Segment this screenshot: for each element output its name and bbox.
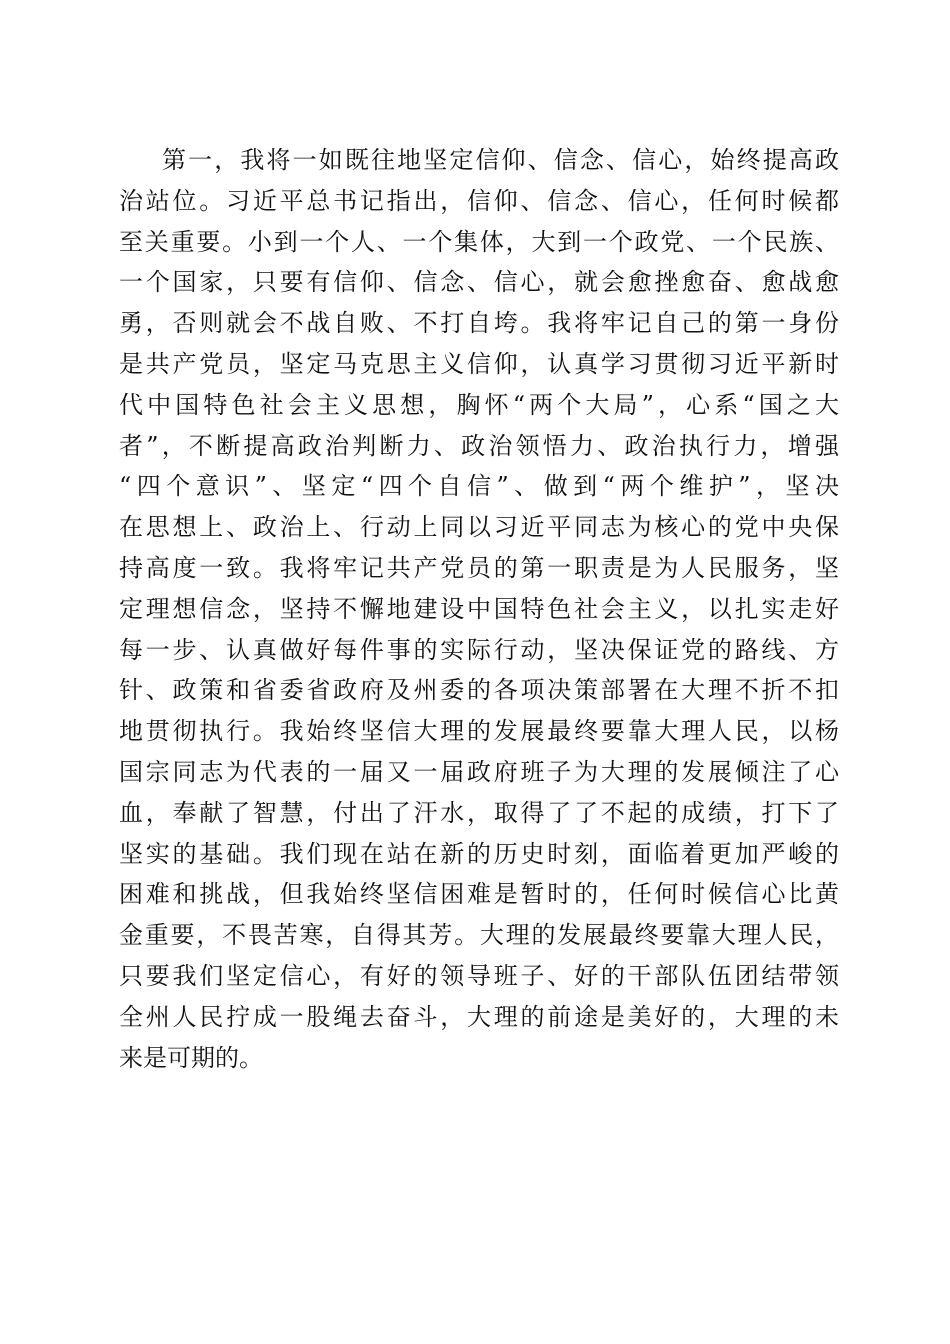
paragraph-line: 每一步、认真做好每件事的实际行动，坚决保证党的路线、方 (119, 635, 839, 664)
paragraph-line: 血，奉献了智慧，付出了汗水，取得了了不起的成绩，打下了 (119, 798, 839, 827)
paragraph-line: 地贯彻执行。我始终坚信大理的发展最终要靠大理人民，以杨 (119, 717, 839, 746)
paragraph-line: 代中国特色社会主义思想，胸怀“两个大局”，心系“国之大 (119, 390, 839, 419)
paragraph-line: 是共产党员，坚定马克思主义信仰，认真学习贯彻习近平新时 (119, 349, 839, 378)
paragraph-line: 勇，否则就会不战自败、不打自垮。我将牢记自己的第一身份 (119, 309, 839, 338)
paragraph-line: 治站位。习近平总书记指出，信仰、信念、信心，任何时候都 (119, 186, 839, 215)
paragraph-line: “四个意识”、坚定“四个自信”、做到“两个维护”，坚决 (119, 472, 839, 501)
body-paragraph (119, 140, 839, 1078)
paragraph-line: 针、政策和省委省政府及州委的各项决策部署在大理不折不扣 (119, 676, 839, 705)
paragraph-line: 国宗同志为代表的一届又一届政府班子为大理的发展倾注了心 (119, 757, 839, 786)
paragraph-line: 来是可期的。 (119, 1043, 263, 1072)
paragraph-line: 至关重要。小到一个人、一个集体，大到一个政党、一个民族、 (119, 227, 839, 256)
paragraph-line: 持高度一致。我将牢记共产党员的第一职责是为人民服务，坚 (119, 553, 839, 582)
paragraph-line: 全州人民拧成一股绳去奋斗，大理的前途是美好的，大理的未 (119, 1002, 839, 1031)
paragraph-line: 一个国家，只要有信仰、信念、信心，就会愈挫愈奋、愈战愈 (119, 268, 839, 297)
paragraph-line: 金重要，不畏苦寒，自得其芳。大理的发展最终要靠大理人民， (119, 921, 839, 950)
paragraph-line: 在思想上、政治上、行动上同以习近平同志为核心的党中央保 (119, 513, 839, 542)
paragraph-line: 定理想信念，坚持不懈地建设中国特色社会主义，以扎实走好 (119, 594, 839, 623)
paragraph-line: 困难和挑战，但我始终坚信困难是暂时的，任何时候信心比黄 (119, 880, 839, 909)
paragraph-line: 只要我们坚定信心，有好的领导班子、好的干部队伍团结带领 (119, 961, 839, 990)
paragraph-line: 者”，不断提高政治判断力、政治领悟力、政治执行力，增强 (119, 431, 839, 460)
paragraph-line: 坚实的基础。我们现在站在新的历史时刻，面临着更加严峻的 (119, 839, 839, 868)
paragraph-line: 第一，我将一如既往地坚定信仰、信念、信心，始终提高政 (162, 146, 839, 174)
